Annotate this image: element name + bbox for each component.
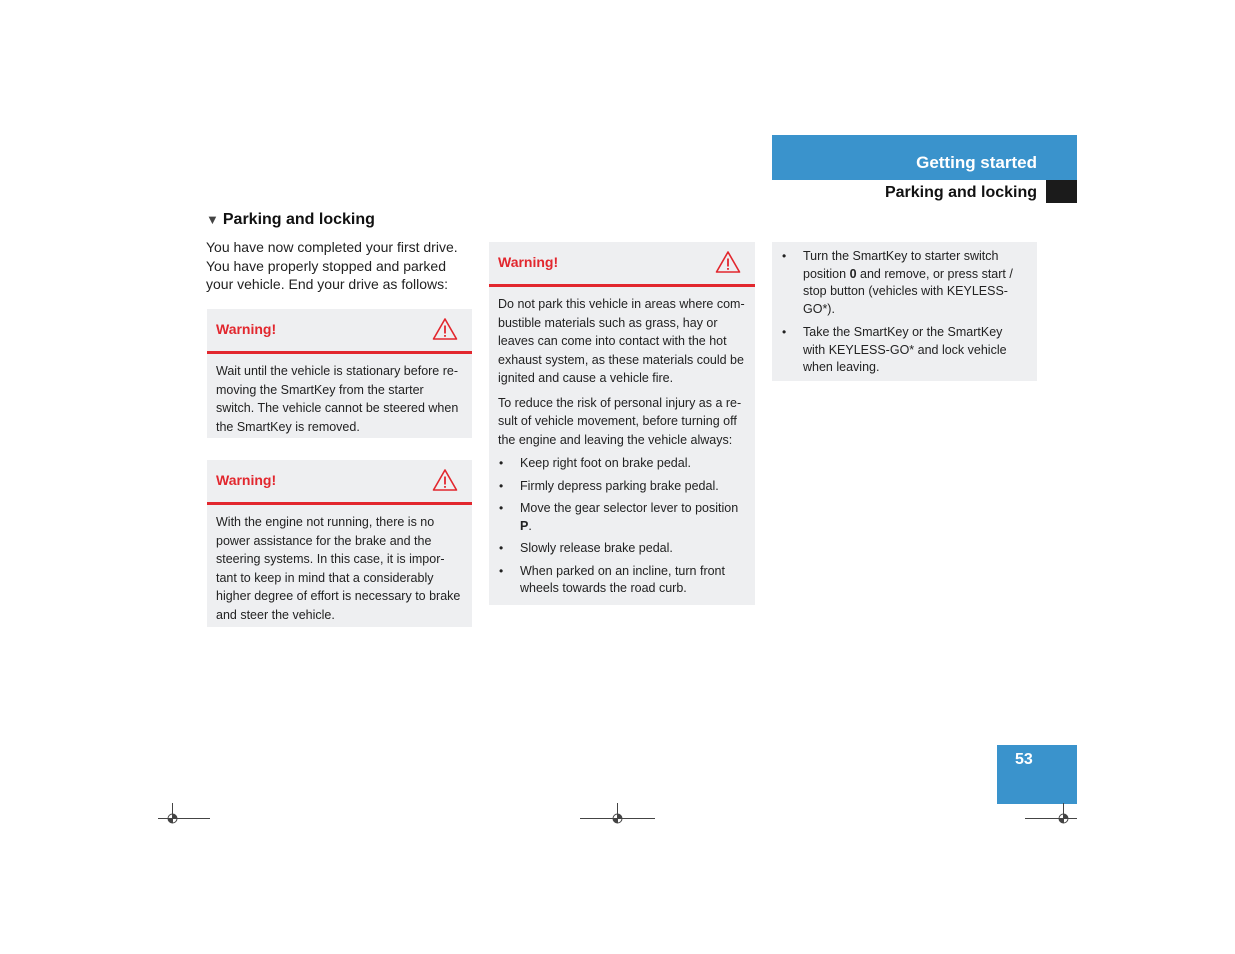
crop-mark-icon xyxy=(580,803,655,823)
chapter-title: Getting started xyxy=(916,153,1037,172)
warning-label: Warning! xyxy=(498,254,559,270)
triangle-down-icon: ▼ xyxy=(206,212,219,227)
warning-label: Warning! xyxy=(216,472,277,488)
intro-paragraph: You have now completed your first drive. You have properly stopped and parked your vehicle. End your drive as follows: xyxy=(206,239,458,292)
warning-paragraph: Do not park this vehicle in areas where com-bustible materials such as grass, hay or leaves can come into contact with the hot exhaust system, as these materials could be ignited and cause a vehicle fire. xyxy=(498,297,745,385)
list-item xyxy=(498,500,746,535)
crop-mark-icon xyxy=(1025,803,1077,823)
warning-header xyxy=(489,242,755,287)
section-heading-text: Parking and locking xyxy=(222,211,375,228)
warning-header xyxy=(207,309,472,354)
warning-triangle-icon xyxy=(715,250,741,274)
list-item-text: and remove, or press start / stop button (vehicles with KEYLESS-GO*). xyxy=(803,266,1013,316)
gear-position-label: P xyxy=(520,518,529,533)
switch-position-label: 0 xyxy=(849,266,857,281)
page-number: 53 xyxy=(1015,751,1033,768)
list-item-text: Turn the SmartKey to starter switch position xyxy=(803,249,999,281)
warning-text: With the engine not running, there is no power assistance for the brake and the steering systems. In this case, it is impor-tant to keep in mind that a considerably higher degree of effort is necessary to brake and steer the vehicle. xyxy=(216,515,461,622)
warning-triangle-icon xyxy=(432,468,458,492)
steps-body xyxy=(772,242,1037,385)
warning-box-3 xyxy=(489,242,755,605)
warning-text: Wait until the vehicle is stationary before re-moving the SmartKey from the starter switch. The vehicle cannot be steered when the SmartKey is removed. xyxy=(216,364,459,434)
crop-mark-icon xyxy=(158,803,210,823)
list-item: • Firmly depress parking brake pedal. xyxy=(498,478,746,496)
steps-list xyxy=(781,248,1028,377)
warning-box-1 xyxy=(207,309,472,438)
list-item-text: . xyxy=(528,518,532,533)
page-number-box xyxy=(997,745,1077,804)
section-title: Parking and locking xyxy=(884,184,1037,201)
warning-paragraph: To reduce the risk of personal injury as a re-sult of vehicle movement, before turning off the engine and leaving the vehicle always: xyxy=(498,395,742,447)
list-item: • When parked on an incline, turn front wheels towards the road curb. xyxy=(498,563,746,598)
warning-body xyxy=(489,287,755,606)
warning-label: Warning! xyxy=(216,321,277,337)
chapter-header-bar xyxy=(772,135,1077,180)
list-item: • Slowly release brake pedal. xyxy=(498,540,746,558)
steps-box xyxy=(772,242,1037,381)
header-marker xyxy=(1046,180,1077,203)
warning-bullet-list xyxy=(498,455,746,598)
section-heading xyxy=(206,211,375,229)
warning-header xyxy=(207,460,472,505)
warning-triangle-icon xyxy=(432,317,458,341)
list-item xyxy=(781,248,1028,318)
list-item: • Take the SmartKey or the SmartKey with KEYLESS-GO* and lock vehicle when leaving. xyxy=(781,324,1028,377)
list-item: • Keep right foot on brake pedal. xyxy=(498,455,746,473)
warning-box-2 xyxy=(207,460,472,627)
list-item-text: Move the gear selector lever to position xyxy=(520,501,739,515)
